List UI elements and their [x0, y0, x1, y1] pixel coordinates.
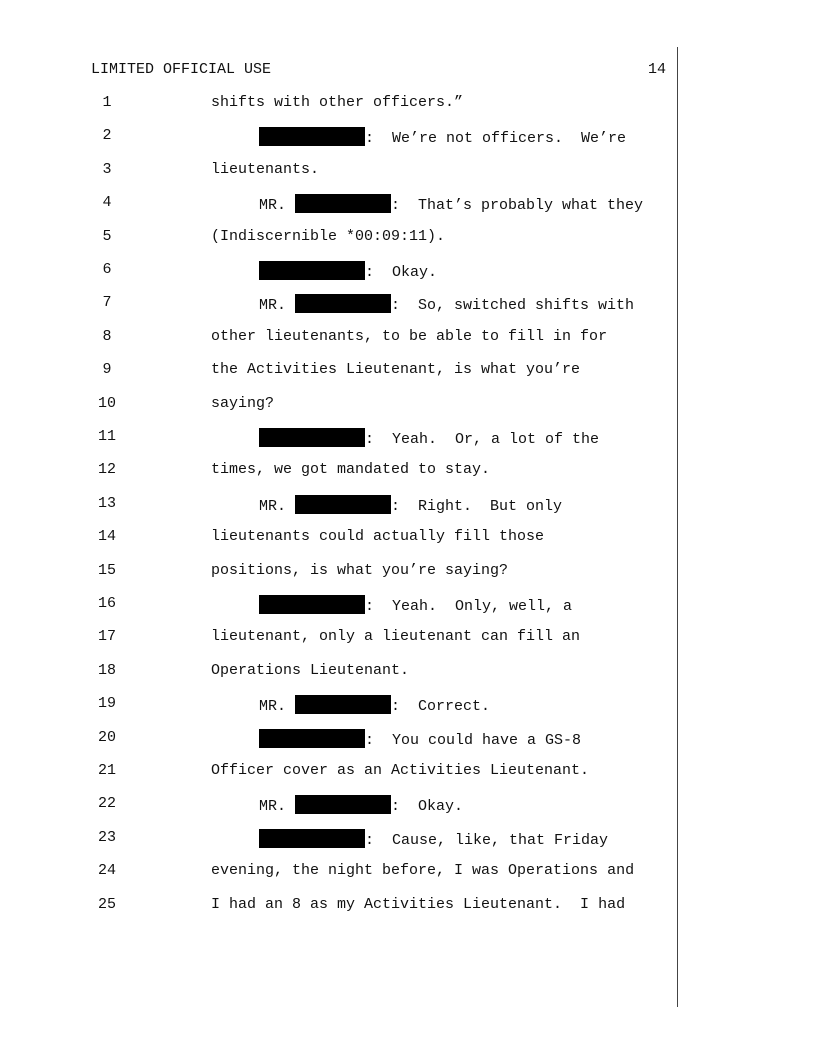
line-number: 10: [97, 394, 116, 412]
redaction-box: [295, 194, 391, 213]
text-segment: lieutenants.: [211, 160, 320, 178]
text-segment: : Okay.: [391, 798, 464, 816]
text-segment: : Okay.: [365, 264, 438, 281]
text-segment: : That’s probably what they: [391, 197, 644, 215]
line-number: 11: [97, 428, 116, 445]
line-text: [259, 829, 608, 849]
text-segment: : Right. But only: [391, 497, 563, 515]
classification-header: LIMITED OFFICIAL USE: [91, 61, 272, 78]
line-text: [259, 729, 581, 749]
transcript-line: [0, 528, 680, 550]
transcript-line: [0, 428, 680, 450]
transcript-line: [0, 94, 680, 116]
line-number: 19: [97, 695, 116, 713]
text-segment: Operations Lieutenant.: [211, 661, 410, 679]
transcript-line: [0, 896, 680, 918]
line-text: [211, 361, 580, 378]
transcript-line: [0, 361, 680, 383]
line-text: [259, 294, 634, 314]
text-segment: (Indiscernible *00:09:11).: [211, 227, 446, 245]
line-text: [211, 161, 319, 178]
line-number: 6: [102, 261, 112, 278]
redaction-box: [295, 695, 391, 714]
line-number: 14: [97, 528, 116, 546]
transcript-line: [0, 161, 680, 183]
transcript-line: [0, 127, 680, 149]
transcript-line: [0, 628, 680, 650]
line-number: 15: [97, 561, 116, 579]
transcript-line: [0, 729, 680, 751]
transcript-line: [0, 294, 680, 316]
redaction-box: [259, 127, 365, 146]
transcript-line: [0, 328, 680, 350]
transcript-line: [0, 829, 680, 851]
line-number: 4: [102, 194, 112, 212]
text-segment: MR.: [259, 698, 296, 716]
transcript-line: [0, 228, 680, 250]
redaction-box: [295, 795, 391, 814]
line-text: [211, 461, 490, 478]
line-number: 21: [97, 762, 116, 779]
line-number: 13: [97, 494, 116, 512]
text-segment: MR.: [259, 497, 296, 515]
text-segment: the Activities Lieutenant, is what you’re: [211, 361, 581, 379]
text-segment: Officer cover as an Activities Lieutenant.: [211, 762, 590, 779]
redaction-box: [295, 294, 391, 313]
text-segment: MR.: [259, 197, 296, 215]
transcript-line: [0, 662, 680, 684]
text-segment: times, we got mandated to stay.: [211, 461, 491, 479]
transcript-line: [0, 461, 680, 483]
line-number: 16: [97, 595, 116, 612]
transcript-line: [0, 595, 680, 617]
line-text: [259, 428, 599, 448]
redaction-box: [259, 595, 365, 614]
line-text: [211, 896, 625, 913]
line-text: [211, 662, 409, 679]
text-segment: shifts with other officers.”: [211, 94, 464, 111]
line-number: 3: [102, 160, 112, 178]
transcript-line: [0, 762, 680, 784]
text-segment: MR.: [259, 297, 296, 315]
transcript-line: [0, 562, 680, 584]
line-text: [211, 395, 274, 412]
line-text: [259, 261, 437, 281]
line-number: 5: [102, 227, 112, 245]
line-text: [211, 328, 607, 345]
redaction-box: [259, 829, 365, 848]
line-text: [259, 695, 490, 715]
line-text: [211, 862, 634, 879]
line-text: [211, 228, 445, 245]
line-text: [211, 628, 580, 645]
redaction-box: [259, 428, 365, 447]
line-number: 22: [97, 795, 116, 813]
transcript-line: [0, 495, 680, 517]
text-segment: : So, switched shifts with: [391, 297, 635, 315]
line-text: [211, 562, 508, 579]
line-number: 17: [97, 628, 116, 646]
redaction-box: [259, 729, 365, 748]
text-segment: other lieutenants, to be able to fill in for: [211, 327, 608, 345]
line-text: [259, 194, 643, 214]
line-number: 2: [102, 127, 112, 145]
line-text: [211, 94, 463, 111]
text-segment: I had an 8 as my Activities Lieutenant. I had: [211, 895, 626, 913]
text-segment: : You could have a GS-8: [365, 731, 582, 749]
line-text: [211, 762, 589, 779]
text-segment: lieutenants could actually fill those: [211, 528, 545, 546]
transcript-line: [0, 395, 680, 417]
line-text: [259, 127, 626, 147]
page-number: 14: [647, 61, 666, 78]
transcript-line: [0, 261, 680, 283]
line-text: [259, 795, 463, 815]
redaction-box: [259, 261, 365, 280]
transcript-line: [0, 695, 680, 717]
transcript-line: [0, 795, 680, 817]
line-number: 18: [97, 661, 116, 679]
redaction-box: [295, 495, 391, 514]
text-segment: saying?: [211, 394, 275, 412]
text-segment: : Correct.: [391, 698, 491, 716]
line-number: 1: [102, 94, 112, 111]
text-segment: : Yeah. Only, well, a: [365, 598, 573, 615]
line-text: [259, 495, 562, 515]
text-segment: lieutenant, only a lieutenant can fill an: [211, 628, 581, 646]
line-text: [259, 595, 572, 615]
line-text: [211, 528, 544, 545]
line-number: 23: [97, 828, 116, 846]
line-number: 24: [97, 862, 116, 880]
text-segment: evening, the night before, I was Operations and: [211, 862, 635, 880]
text-segment: : We’re not officers. We’re: [365, 130, 627, 148]
text-segment: MR.: [259, 798, 296, 816]
transcript-line: [0, 194, 680, 216]
line-number: 12: [97, 461, 116, 479]
text-segment: : Cause, like, that Friday: [365, 831, 609, 849]
line-number: 7: [102, 294, 112, 312]
line-number: 25: [97, 895, 116, 913]
line-number: 20: [97, 728, 116, 746]
transcript-line: [0, 862, 680, 884]
line-number: 8: [102, 327, 112, 345]
text-segment: : Yeah. Or, a lot of the: [365, 431, 600, 448]
text-segment: positions, is what you’re saying?: [211, 561, 509, 579]
line-number: 9: [102, 361, 112, 379]
